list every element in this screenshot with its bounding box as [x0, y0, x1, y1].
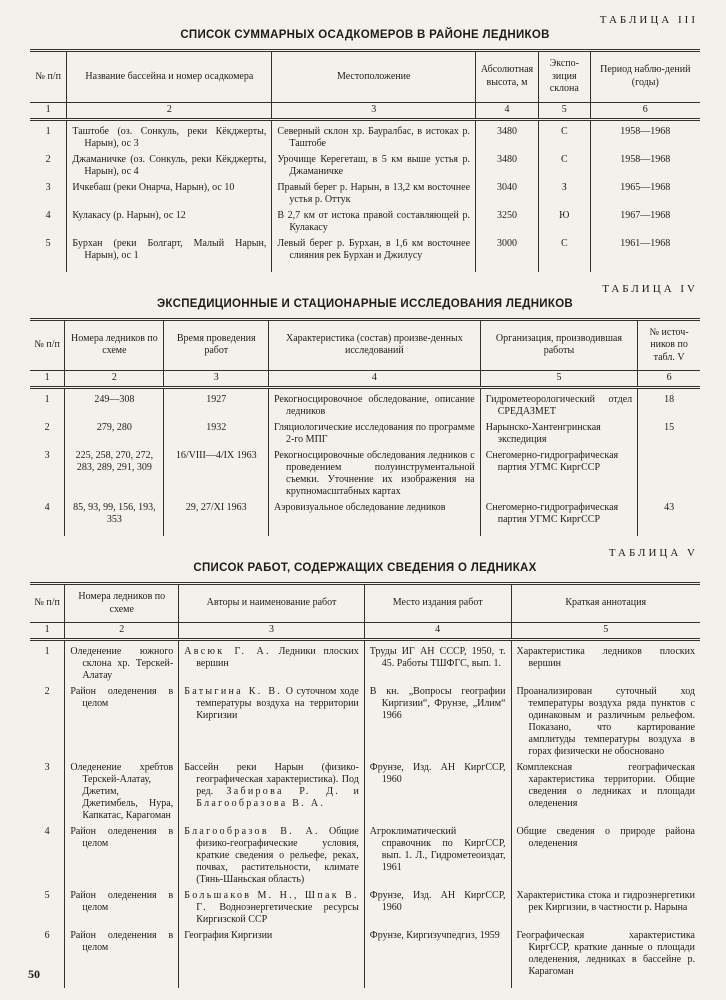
column-header: Период наблю-дений (годы) — [590, 51, 700, 103]
table-cell: Проанализирован суточный ход температуры воздуха ряда пунктов с одинаковым и различным рельефом. Показано, что картирование амплитуды температуры воздуха в горах физически не обосновано — [511, 684, 700, 760]
table-cell — [179, 760, 365, 824]
column-number: 3 — [179, 623, 365, 640]
column-header: Номера ледников по схеме — [65, 584, 179, 623]
table-cell: 16/VIII—4/IX 1963 — [164, 448, 269, 500]
work-title-text: Общие физико-географические условия, краткие сведения о рельефе, реках, почвах, растительности, климате (Тянь-Шаньская область) — [196, 826, 359, 885]
table-row — [30, 928, 700, 988]
table-cell: 3 — [44, 762, 50, 773]
table-cell: 43 — [638, 500, 700, 536]
column-number: 2 — [65, 371, 164, 388]
column-header: Авторы и наименование работ — [179, 584, 365, 623]
table-row — [30, 180, 700, 208]
column-header: Место издания работ — [364, 584, 511, 623]
column-number: 6 — [590, 102, 700, 119]
table-cell: 4 — [44, 826, 50, 837]
column-number: 2 — [67, 102, 272, 119]
table-cell: Бурхан (реки Болгарт, Малый Нарын, Нарын), ос 1 — [67, 236, 272, 272]
table-cell: 279, 280 — [65, 420, 164, 448]
table-cell: 3000 — [476, 236, 539, 272]
table-cell: Фрунзе, Киргизучпедгиз, 1959 — [364, 928, 511, 988]
column-number: 1 — [30, 102, 67, 119]
table-cell: 3 — [44, 450, 50, 461]
column-header: Характеристика (состав) произве-денных исследований — [269, 319, 481, 371]
author-name: Забирова Р. Д. — [226, 786, 341, 797]
column-header: № п/п — [30, 51, 67, 103]
table-cell: Район оледенения в целом — [65, 824, 179, 888]
table-cell — [179, 684, 365, 760]
table-cell: В кн. „Вопросы географии Киргизии“, Фрунзе, „Илим“ 1966 — [364, 684, 511, 760]
table-cell: Район оледенения в целом — [65, 684, 179, 760]
column-number: 4 — [364, 623, 511, 640]
table-cell: Ичкебаш (реки Онарча, Нарын), ос 10 — [67, 180, 272, 208]
table-cell: С — [539, 236, 591, 272]
table-cell: Кулакасу (р. Нарын), ос 12 — [67, 208, 272, 236]
table-cell: 1 — [45, 125, 51, 137]
table-cell: Географическая характеристика КиргССР, краткие данные о площади оледенения, ледниках в бассейне р. Карагоман — [511, 928, 700, 988]
table-iii-label: ТАБЛИЦА III — [599, 14, 698, 26]
table-row — [30, 684, 700, 760]
author-name: Большаков М. Н., Шпак В. Г. — [184, 890, 359, 913]
table-cell: 5 — [45, 237, 51, 249]
table-cell: 4 — [44, 502, 50, 513]
table-cell: География Киргизии — [179, 928, 365, 988]
table-cell: 1 — [44, 394, 50, 405]
table-cell: Урочище Керегеташ, в 5 км выше устья р. Джаманичке — [272, 152, 476, 180]
column-header: Название бассейна и номер осадкомера — [67, 51, 272, 103]
table-cell: Левый берег р. Бурхан, в 1,6 км восточнее слияния рек Бурхан и Джилусу — [272, 236, 476, 272]
table-cell: 1961—1968 — [590, 236, 700, 272]
table-cell: Общие сведения о природе района оледенения — [511, 824, 700, 888]
table-row — [30, 888, 700, 928]
table-cell: Труды ИГ АН СССР, 1950, т. 45. Работы ТШФГС, вып. 1. — [364, 640, 511, 685]
table-cell: З — [539, 180, 591, 208]
table-cell: 2 — [44, 422, 50, 433]
table-cell: Джаманичке (оз. Сонкуль, реки Кёкджерты, Нарын), ос 4 — [67, 152, 272, 180]
table-cell: Фрунзе, Изд. АН КиргССР, 1960 — [364, 760, 511, 824]
table-cell — [638, 448, 700, 500]
author-name: Авсюк Г. А. — [184, 646, 271, 657]
table-cell: 3040 — [476, 180, 539, 208]
column-header: Экспо-зиция склона — [539, 51, 591, 103]
table-cell — [179, 640, 365, 685]
column-number: 6 — [638, 371, 700, 388]
table-cell: Оледенение южного склона хр. Терскей-Алатау — [65, 640, 179, 685]
table-cell: 5 — [44, 890, 50, 901]
column-header: Краткая аннотация — [511, 584, 700, 623]
table-cell: В 2,7 км от истока правой составляющей р. Кулакасу — [272, 208, 476, 236]
table-row — [30, 640, 700, 685]
precipitation-gauges-table — [30, 49, 700, 272]
table-cell: Снегомерно-гидрографическая партия УГМС КиргССР — [480, 500, 637, 536]
table-cell — [179, 824, 365, 888]
table-cell: 2 — [44, 686, 50, 697]
work-title-text: О суточном ходе температуры воздуха на территории Киргизии — [196, 686, 359, 721]
column-number: 3 — [272, 102, 476, 119]
table-v-title: СПИСОК РАБОТ, СОДЕРЖАЩИХ СВЕДЕНИЯ О ЛЕДНИКАХ — [193, 562, 537, 574]
header-row — [30, 319, 700, 371]
table-cell: Оледенение хребтов Терскей-Алатау, Джетим, Джетимбель, Нура, Капкатас, Карагоман — [65, 760, 179, 824]
column-number: 2 — [65, 623, 179, 640]
table-cell: 6 — [44, 930, 50, 941]
table-cell: Характеристика стока и гидроэнергетики рек Киргизии, в частности р. Нарына — [511, 888, 700, 928]
column-number-row — [30, 102, 700, 119]
column-number: 5 — [480, 371, 637, 388]
table-cell: 1965—1968 — [590, 180, 700, 208]
author-name: Батыгина К. В. — [184, 686, 283, 697]
header-row — [30, 584, 700, 623]
column-header: Номера ледников по схеме — [65, 319, 164, 371]
table-cell: 1932 — [164, 420, 269, 448]
table-cell: 1 — [44, 646, 50, 657]
column-number: 1 — [30, 623, 65, 640]
work-title-text: Бассейн реки Нарын (физико-географическая характеристика). Под ред. — [184, 762, 359, 797]
table-cell: Комплексная географическая характеристика территории. Общие сведения о ледниках и площади оледенения — [511, 760, 700, 824]
column-header: Время проведения работ — [164, 319, 269, 371]
column-header: № источ-ников по табл. V — [638, 319, 700, 371]
table-row — [30, 448, 700, 500]
table-iv-label: ТАБЛИЦА IV — [602, 282, 698, 295]
table-cell: 2 — [45, 153, 51, 165]
table-row — [30, 119, 700, 152]
column-number: 4 — [476, 102, 539, 119]
table-row — [30, 500, 700, 536]
table-row — [30, 760, 700, 824]
table-cell: С — [539, 119, 591, 152]
table-cell: Гидрометеорологический отдел СРЕДАЗМЕТ — [480, 388, 637, 421]
column-header: Местоположение — [272, 51, 476, 103]
table-cell: 3 — [45, 181, 51, 193]
table-cell: 225, 258, 270, 272, 283, 289, 291, 309 — [65, 448, 164, 500]
author-name: Благообразов В. А. — [184, 826, 320, 837]
table-cell: 4 — [45, 209, 51, 221]
table-cell: Фрунзе, Изд. АН КиргССР, 1960 — [364, 888, 511, 928]
table-cell: 1958—1968 — [590, 119, 700, 152]
table-cell: 1967—1968 — [590, 208, 700, 236]
glacier-research-table — [30, 318, 700, 537]
table-cell: Район оледенения в целом — [65, 928, 179, 988]
table-cell: Агроклиматический справочник по КиргССР, вып. 1. Л., Гидрометеоиздат, 1961 — [364, 824, 511, 888]
table-cell: 1927 — [164, 388, 269, 421]
table-row — [30, 420, 700, 448]
column-header: Абсолютная высота, м — [476, 51, 539, 103]
work-title-text: Водноэнергетические ресурсы Киргизской ССР — [196, 902, 359, 925]
table-cell: 85, 93, 99, 156, 193, 353 — [65, 500, 164, 536]
column-number-row — [30, 623, 700, 640]
header-row — [30, 51, 700, 103]
column-number: 4 — [269, 371, 481, 388]
table-row — [30, 236, 700, 272]
table-cell: 29, 27/XI 1963 — [164, 500, 269, 536]
table-cell: Снегомерно-гидрографическая партия УГМС КиргССР — [480, 448, 637, 500]
table-row — [30, 152, 700, 180]
table-row — [30, 388, 700, 421]
table-cell: Гляциологические исследования по программе 2-го МПГ — [269, 420, 481, 448]
table-cell — [179, 888, 365, 928]
column-number: 5 — [511, 623, 700, 640]
table-cell: Рекогносцировочное обследование, описание ледников — [269, 388, 481, 421]
table-cell: 3250 — [476, 208, 539, 236]
table-cell: Правый берег р. Нарын, в 13,2 км восточнее устья р. Оттук — [272, 180, 476, 208]
column-number-row — [30, 371, 700, 388]
table-cell: Аэровизуальное обследование ледников — [269, 500, 481, 536]
column-header: № п/п — [30, 584, 65, 623]
table-iii-title: СПИСОК СУММАРНЫХ ОСАДКОМЕРОВ В РАЙОНЕ ЛЕДНИКОВ — [180, 29, 550, 41]
table-cell: С — [539, 152, 591, 180]
table-cell: 15 — [638, 420, 700, 448]
page-number: 50 — [28, 967, 40, 981]
table-cell: 3480 — [476, 119, 539, 152]
table-row — [30, 208, 700, 236]
table-cell: Северный склон хр. Бауралбас, в истоках р. Таштобе — [272, 119, 476, 152]
table-cell: Нарынско-Хантенгринская экспедиция — [480, 420, 637, 448]
table-iii-section — [30, 14, 700, 272]
work-title-text: Ледники плоских вершин — [196, 646, 359, 669]
author-name: Благообразова В. А. — [196, 798, 326, 809]
table-iv-title: ЭКСПЕДИЦИОННЫЕ И СТАЦИОНАРНЫЕ ИССЛЕДОВАНИЯ ЛЕДНИКОВ — [156, 297, 574, 310]
table-cell: Рекогносцировочные обследования ледников с проведением полуинструментальной съемки. Уточнение их изображения на крупномасштабных картах — [269, 448, 481, 500]
column-number: 1 — [30, 371, 65, 388]
table-cell: Район оледенения в целом — [65, 888, 179, 928]
table-cell: 249—308 — [65, 388, 164, 421]
table-cell: 3480 — [476, 152, 539, 180]
table-cell: 1958—1968 — [590, 152, 700, 180]
table-row — [30, 824, 700, 888]
column-number: 3 — [164, 371, 269, 388]
table-cell: 18 — [638, 388, 700, 421]
work-title-text: и — [340, 786, 359, 797]
table-cell: Ю — [539, 208, 591, 236]
table-cell: Характеристика ледников плоских вершин — [511, 640, 700, 685]
column-header: № п/п — [30, 319, 65, 371]
table-cell: Таштобе (оз. Сонкуль, реки Кёкджерты, Нарын), ос 3 — [67, 119, 272, 152]
table-v-section — [30, 547, 700, 988]
column-header: Организация, производившая работы — [480, 319, 637, 371]
table-v-label: ТАБЛИЦА V — [608, 547, 698, 559]
table-iv-section — [30, 283, 700, 537]
column-number: 5 — [539, 102, 591, 119]
references-table — [30, 582, 700, 988]
